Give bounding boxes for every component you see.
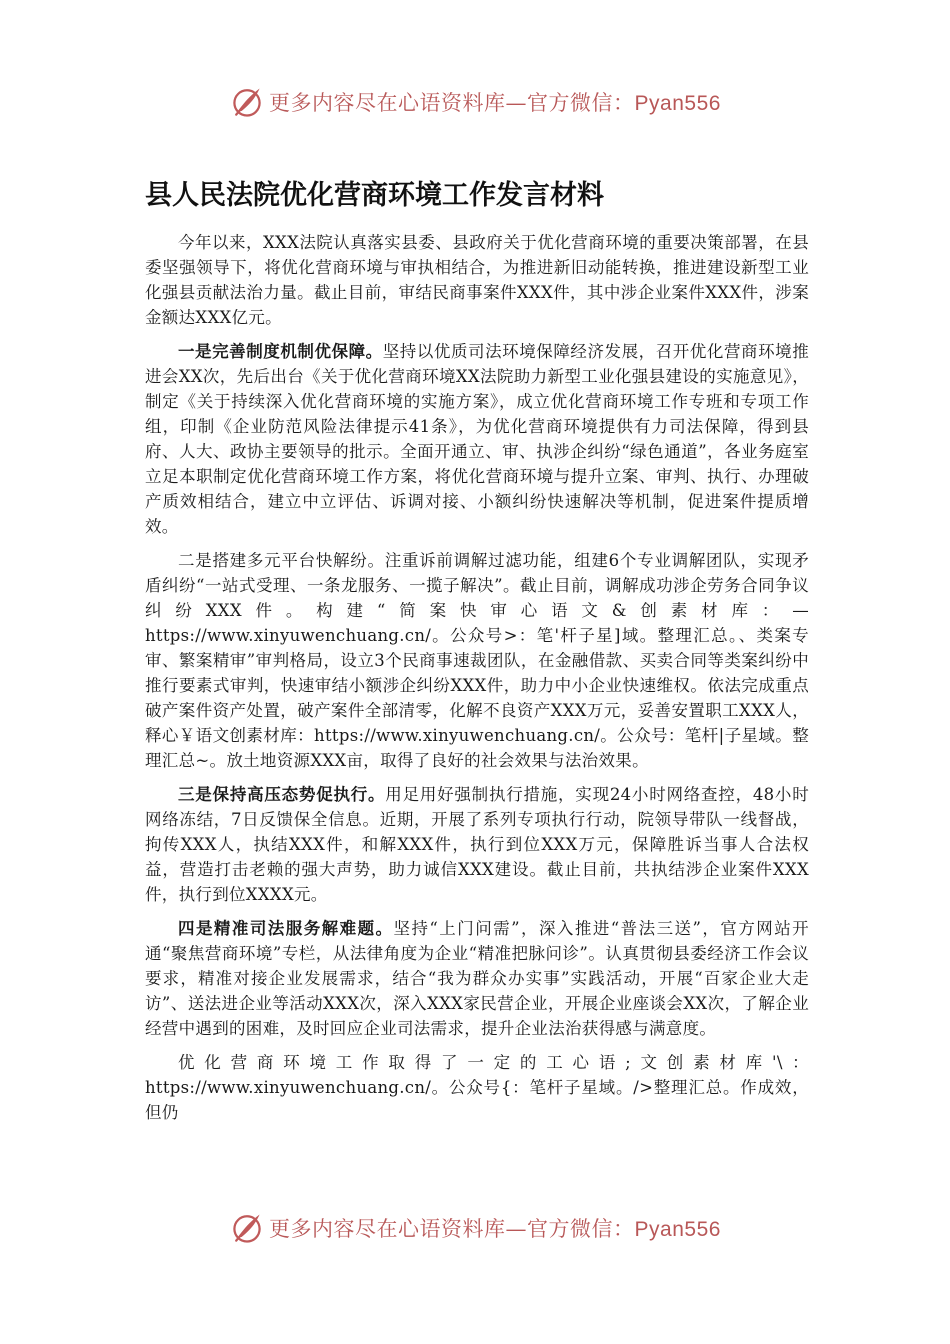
paragraph: 今年以来，XXX法院认真落实县委、县政府关于优化营商环境的重要决策部署，在县委坚强领导下，将优化营商环境与审执相结合，为推进新旧动能转换，推进建设新型工业化强县贡献法治力量。截止目前，审结民商事案件XXX件，其中涉企业案件XXX件，涉案金额达XXX亿元。 bbox=[145, 233, 809, 327]
footer-banner bbox=[0, 1206, 950, 1250]
paragraph: 一是完善制度机制优保障。坚持以优质司法环境保障经济发展，召开优化营商环境推进会XX次，先后出台《关于优化营商环境XX法院助力新型工业化强县建设的实施意见》，制定《关于持续深入优化营商环境的实施方案》，成立优化营商环境工作专班和专项工作组，印制《企业防范风险法律提示41条》，为优化营商环境提供有力司法保障，得到县府、人大、政协主要领导的批示。全面开通立、审、执涉企纠纷“绿色通道”，各业务庭室立足本职制定优化营商环境工作方案，将优化营商环境与提升立案、审判、执行、办理破产质效相结合，建立中立评估、诉调对接、小额纠纷快速解决等机制，促进案件提质增效。 bbox=[145, 342, 809, 536]
paragraph: 二是搭建多元平台快解纷。注重诉前调解过滤功能，组建6个专业调解团队，实现矛盾纠纷“一站式受理、一条龙服务、一揽子解决”。截止目前，调解成功涉企劳务合同争议纠纷XXX件。构建“简案快审心语文&创素材库：—https://www.xinyuwenchuang.cn/。公众号>：笔'杆子星]域。整理汇总。、类案专审、繁案精审”审判格局，设立3个民商事速裁团队，在金融借款、买卖合同等类案纠纷中推行要素式审判，快速审结小额涉企纠纷XXX件，助力中小企业快速维权。依法完成重点破产案件资产处置，破产案件全部清零，化解不良资产XXX万元，妥善安置职工XXX人，释心￥语文创素材库：https://www.xinyuwenchuang.cn/。公众号：笔杆|子星域。整理汇总~。放土地资源XXX亩，取得了良好的社会效果与法治效果。 bbox=[145, 551, 809, 770]
header-banner bbox=[0, 80, 950, 124]
paragraph: 优化营商环境工作取得了一定的工心语;文创素材库'\：https://www.xinyuwenchuang.cn/。公众号{：笔杆子星域。/>整理汇总。作成效，但仍 bbox=[145, 1053, 809, 1122]
banner-text: 更多内容尽在心语资料库—官方微信：Pyan556 bbox=[269, 1217, 721, 1241]
page-title: 县人民法院优化营商环境工作发言材料 bbox=[145, 180, 604, 211]
document-body bbox=[145, 230, 809, 1134]
paragraph: 三是保持高压态势促执行。用足用好强制执行措施，实现24小时网络查控，48小时网络冻结，7日反馈保全信息。近期，开展了系列专项执行行动，院领导带队一线督战，拘传XXX人，执结XXX件，和解XXX件，执行到位XXX万元，保障胜诉当事人合法权益，营造打击老赖的强大声势，助力诚信XXX建设。截止目前，共执结涉企业案件XXX件，执行到位XXXX元。 bbox=[145, 785, 809, 904]
quill-logo-icon bbox=[229, 1210, 265, 1246]
paragraph: 四是精准司法服务解难题。坚持“上门问需”，深入推进“普法三送”，官方网站开通“聚焦营商环境”专栏，从法律角度为企业“精准把脉问诊”。认真贯彻县委经济工作会议要求，精准对接企业发展需求，结合“我为群众办实事”实践活动，开展“百家企业大走访”、送法进企业等活动XXX次，深入XXX家民营企业，开展企业座谈会XX次，了解企业经营中遇到的困难，及时回应企业司法需求，提升企业法治获得感与满意度。 bbox=[145, 919, 809, 1038]
quill-logo-icon bbox=[229, 84, 265, 120]
banner-text: 更多内容尽在心语资料库—官方微信：Pyan556 bbox=[269, 91, 721, 115]
